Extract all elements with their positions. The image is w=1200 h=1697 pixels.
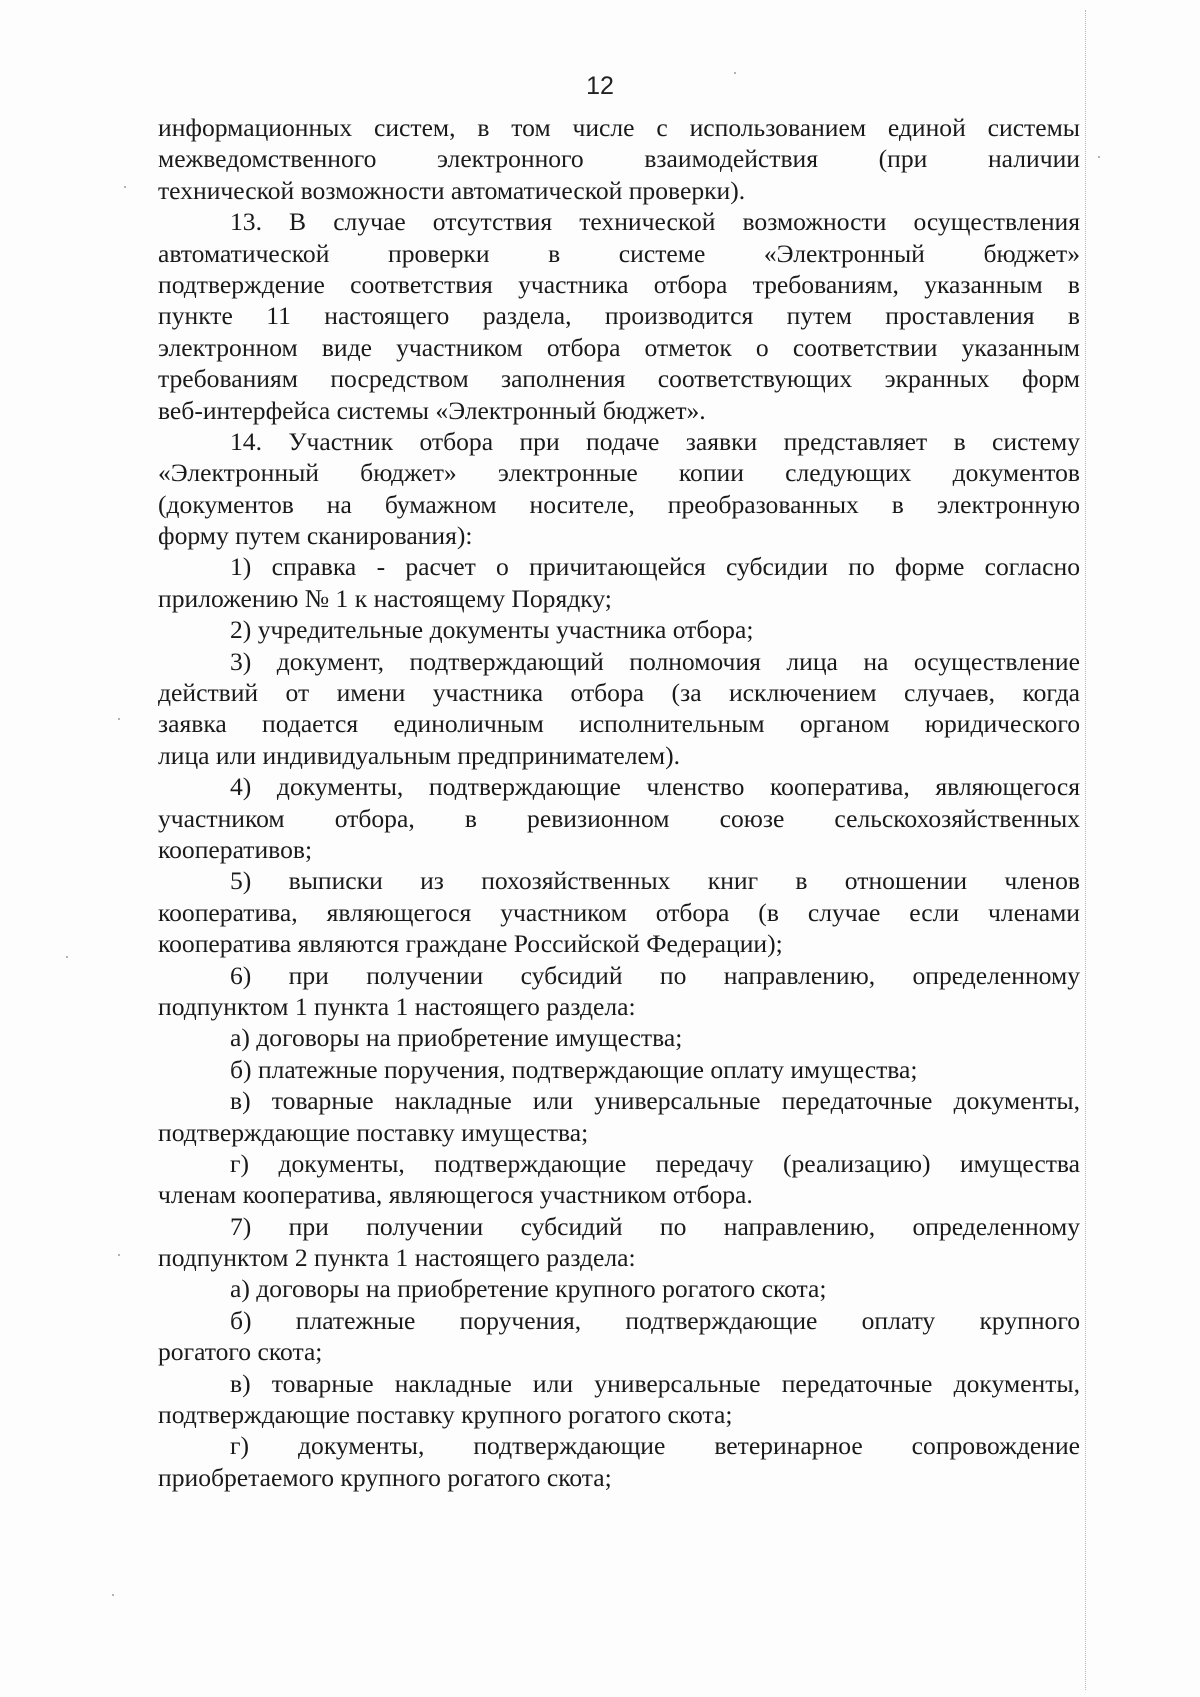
scan-edge-line [1085,10,1086,1690]
text-line: б) платежные поручения, подтверждающие оплату имущества; [230,1054,918,1084]
text-line: рогатого скота; [158,1337,323,1367]
text-line: участником отбора, в ревизионном союзе сельскохозяйственных [158,803,1080,833]
text-line: приложению № 1 к настоящему Порядку; [158,583,612,613]
text-line: б) платежные поручения, подтверждающие оплату крупного [230,1305,1080,1335]
text-line: 3) документ, подтверждающий полномочия лица на осуществление [230,646,1080,676]
text-line: в) товарные накладные или универсальные передаточные документы, [230,1086,1080,1116]
scan-speck [118,1254,120,1256]
text-line: а) договоры на приобретение имущества; [230,1023,683,1053]
text-line: лица или индивидуальным предпринимателем). [158,740,681,770]
text-line: подтверждающие поставку имущества; [158,1117,589,1147]
text-line: 5) выписки из похозяйственных книг в отношении членов [230,866,1080,896]
text-line: форму путем сканирования): [158,521,473,551]
text-line: кооператива являются граждане Российской Федерации); [158,929,783,959]
text-line: членам кооператива, являющегося участником отбора. [158,1180,753,1210]
text-line: «Электронный бюджет» электронные копии следующих документов [158,458,1080,488]
text-line: г) документы, подтверждающие передачу (реализацию) имущества [230,1148,1080,1178]
text-line: межведомственного электронного взаимодействия (при наличии [158,144,1080,174]
text-line: а) договоры на приобретение крупного рогатого скота; [230,1274,827,1304]
text-line: в) товарные накладные или универсальные передаточные документы, [230,1368,1080,1398]
text-line: подтверждение соответствия участника отбора требованиям, указанным в [158,269,1080,299]
text-line: кооперативов; [158,834,313,864]
text-line: действий от имени участника отбора (за исключением случаев, когда [158,678,1080,708]
scan-speck [66,956,68,958]
page-number: 12 [586,72,614,100]
text-line: (документов на бумажном носителе, преобразованных в электронную [158,489,1080,519]
text-line: 13. В случае отсутствия технической возможности осуществления [230,207,1080,237]
text-line: технической возможности автоматической проверки). [158,175,746,205]
text-line: подпунктом 2 пункта 1 настоящего раздела: [158,1243,636,1273]
text-line: требованиям посредством заполнения соответствующих экранных форм [158,364,1080,394]
text-line: подпунктом 1 пункта 1 настоящего раздела: [158,991,636,1021]
text-line: 1) справка - расчет о причитающейся субсидии по форме согласно [230,552,1080,582]
text-line: заявка подается единоличным исполнительным органом юридического [158,709,1080,739]
text-line: информационных систем, в том числе с использованием единой системы [158,113,1080,142]
text-line: 4) документы, подтверждающие членство кооператива, являющегося [230,772,1080,802]
text-line: автоматической проверки в системе «Электронный бюджет» [158,238,1080,268]
document-body [158,112,1080,1493]
text-line: г) документы, подтверждающие ветеринарное сопровождение [230,1431,1080,1461]
text-line: кооператива, являющегося участником отбора (в случае если членами [158,897,1080,927]
text-line: 7) при получении субсидий по направлению, определенному [230,1211,1080,1241]
text-line: 14. Участник отбора при подаче заявки представляет в систему [230,426,1080,456]
scan-speck [112,1594,114,1596]
scan-speck [124,186,126,188]
text-line: 2) учредительные документы участника отбора; [230,615,754,645]
text-line: приобретаемого крупного рогатого скота; [158,1462,612,1492]
scan-speck [118,718,120,720]
text-line: 6) при получении субсидий по направлению, определенному [230,960,1080,990]
text-line: веб-интерфейса системы «Электронный бюджет». [158,395,706,425]
scan-speck [1098,156,1100,158]
text-line: подтверждающие поставку крупного рогатого скота; [158,1400,733,1430]
text-line: электронном виде участником отбора отметок о соответствии указанным [158,332,1080,362]
text-line: пункте 11 настоящего раздела, производится путем проставления в [158,301,1080,331]
